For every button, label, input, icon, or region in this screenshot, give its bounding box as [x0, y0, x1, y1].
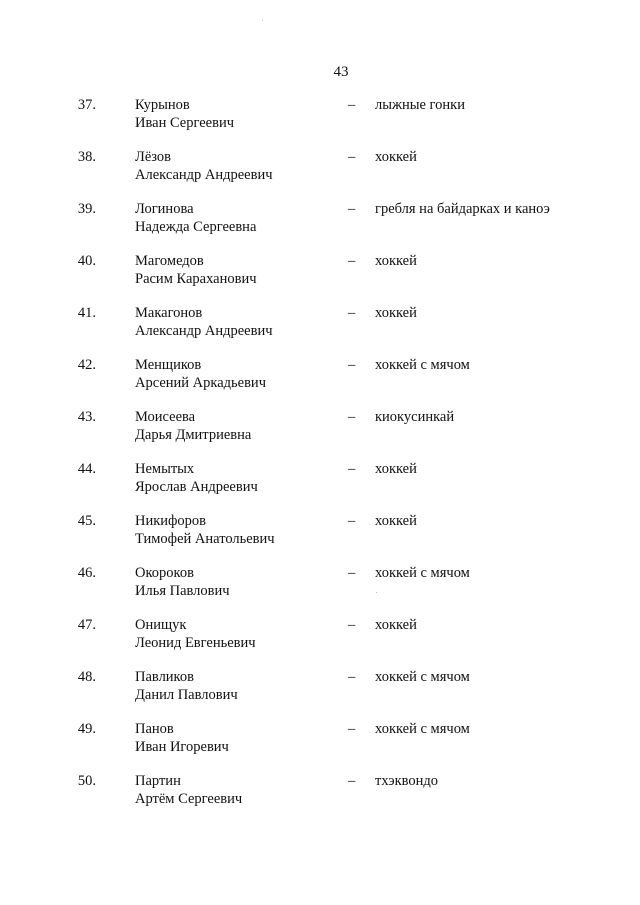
sport: тхэквондо	[375, 773, 439, 789]
athlete-given-names: Артём Сергеевич	[135, 791, 243, 807]
athlete-name	[135, 252, 257, 288]
dash-separator: –	[348, 565, 356, 581]
dash-separator: –	[348, 721, 356, 737]
athlete-given-names: Дарья Дмитриевна	[135, 427, 252, 443]
sport: хоккей	[375, 513, 417, 529]
athlete-surname: Менщиков	[135, 357, 202, 373]
entry-number: 49.	[77, 721, 96, 737]
athlete-list	[0, 96, 640, 824]
sport: хоккей с мячом	[375, 565, 470, 581]
entry-number: 42.	[77, 357, 96, 373]
athlete-given-names: Данил Павлович	[135, 687, 238, 703]
sport: хоккей	[375, 305, 417, 321]
sport: хоккей с мячом	[375, 721, 470, 737]
athlete-surname: Магомедов	[135, 253, 204, 269]
entry-number: 41.	[77, 305, 96, 321]
entry-number: 48.	[77, 669, 96, 685]
entry-number: 47.	[77, 617, 96, 633]
athlete-surname: Макагонов	[135, 305, 203, 321]
entry-number: 45.	[77, 513, 96, 529]
dash-separator: –	[348, 773, 356, 789]
athlete-given-names: Иван Игоревич	[135, 739, 229, 755]
dash-separator: –	[348, 461, 356, 477]
list-item	[0, 616, 640, 668]
athlete-given-names: Александр Андреевич	[135, 323, 273, 339]
athlete-name	[135, 304, 273, 340]
athlete-surname: Никифоров	[135, 513, 207, 529]
entry-number: 39.	[77, 201, 96, 217]
entry-number: 38.	[77, 149, 96, 165]
entry-number: 46.	[77, 565, 96, 581]
athlete-name	[135, 200, 256, 236]
dash-separator: –	[348, 617, 356, 633]
athlete-given-names: Иван Сергеевич	[135, 115, 235, 131]
athlete-surname: Курынов	[135, 97, 190, 113]
athlete-name	[135, 96, 234, 132]
athlete-name	[135, 772, 242, 808]
list-item	[0, 356, 640, 408]
athlete-surname: Логинова	[135, 201, 194, 217]
athlete-given-names: Илья Павлович	[135, 583, 230, 599]
athlete-name	[135, 356, 266, 392]
list-item	[0, 460, 640, 512]
list-item	[0, 408, 640, 460]
dash-separator: –	[348, 253, 356, 269]
sport: киокусинкай	[375, 409, 455, 425]
sport: хоккей	[375, 253, 417, 269]
athlete-surname: Панов	[135, 721, 174, 737]
sport: хоккей с мячом	[375, 357, 470, 373]
athlete-given-names: Тимофей Анатольевич	[135, 531, 275, 547]
sport: хоккей	[375, 149, 417, 165]
athlete-surname: Онищук	[135, 617, 187, 633]
entry-number: 44.	[77, 461, 96, 477]
sport: гребля на байдарках и каноэ	[375, 201, 550, 217]
athlete-name	[135, 564, 230, 600]
sport: лыжные гонки	[375, 97, 465, 113]
sport: хоккей с мячом	[375, 669, 470, 685]
entry-number: 43.	[77, 409, 96, 425]
list-item	[0, 512, 640, 564]
list-item	[0, 304, 640, 356]
list-item	[0, 148, 640, 200]
scan-speck	[262, 20, 263, 21]
athlete-surname: Павликов	[135, 669, 194, 685]
dash-separator: –	[348, 305, 356, 321]
athlete-name	[135, 616, 256, 652]
dash-separator: –	[348, 409, 356, 425]
athlete-surname: Окороков	[135, 565, 194, 581]
list-item	[0, 200, 640, 252]
athlete-surname: Партин	[135, 773, 181, 789]
page-number: 43	[333, 64, 349, 80]
athlete-name	[135, 148, 273, 184]
athlete-given-names: Ярослав Андреевич	[135, 479, 258, 495]
athlete-given-names: Арсений Аркадьевич	[135, 375, 266, 391]
dash-separator: –	[348, 513, 356, 529]
entry-number: 50.	[77, 773, 96, 789]
athlete-name	[135, 720, 229, 756]
dash-separator: –	[348, 357, 356, 373]
list-item	[0, 564, 640, 616]
athlete-surname: Лёзов	[135, 149, 172, 165]
athlete-name	[135, 460, 258, 496]
athlete-name	[135, 512, 275, 548]
athlete-given-names: Надежда Сергеевна	[135, 219, 257, 235]
list-item	[0, 772, 640, 824]
athlete-given-names: Леонид Евгеньевич	[135, 635, 256, 651]
sport: хоккей	[375, 617, 417, 633]
list-item	[0, 252, 640, 304]
entry-number: 37.	[77, 97, 96, 113]
sport: хоккей	[375, 461, 417, 477]
athlete-name	[135, 668, 238, 704]
dash-separator: –	[348, 669, 356, 685]
athlete-given-names: Расим Караханович	[135, 271, 257, 287]
athlete-surname: Немытых	[135, 461, 195, 477]
athlete-given-names: Александр Андреевич	[135, 167, 273, 183]
athlete-name	[135, 408, 251, 444]
list-item	[0, 668, 640, 720]
dash-separator: –	[348, 201, 356, 217]
list-item	[0, 96, 640, 148]
list-item	[0, 720, 640, 772]
dash-separator: –	[348, 97, 356, 113]
athlete-surname: Моисеева	[135, 409, 196, 425]
dash-separator: –	[348, 149, 356, 165]
entry-number: 40.	[77, 253, 96, 269]
